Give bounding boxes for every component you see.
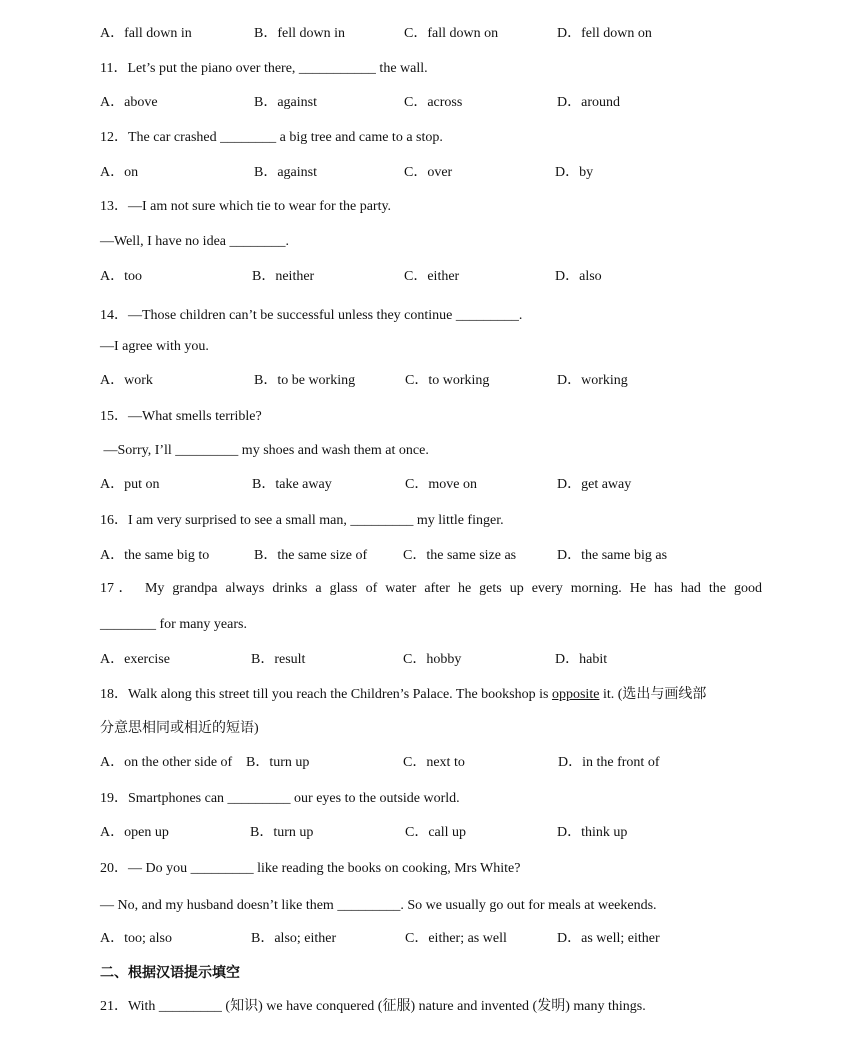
q14-option-b: B．to be working (254, 373, 356, 388)
q12-option-c: C．over (404, 165, 453, 180)
q14-option-c: C．to working (405, 373, 490, 388)
q19-option-b: B．turn up (250, 825, 314, 840)
q21-stem: 21．With _________ (知识) we have conquered (征服) nature and invented (发明) many things. (100, 999, 646, 1014)
q12-option-a: A．on (100, 165, 139, 180)
q16-option-b: B．the same size of (254, 548, 368, 563)
q19-option-a: A．open up (100, 825, 169, 840)
q18-option-d: D．in the front of (558, 755, 660, 770)
q14-option-d: D．working (557, 373, 628, 388)
q12-stem: 12．The car crashed ________ a big tree and came to a stop. (100, 130, 443, 145)
q16-stem: 16．I am very surprised to see a small man, _________ my little finger. (100, 513, 504, 528)
q17-stem-continued: ________ for many years. (100, 617, 247, 632)
q13-option-c: C．either (404, 269, 460, 284)
q18-option-b: B．turn up (246, 755, 310, 770)
q20-option-a: A．too; also (100, 931, 172, 946)
q16-option-c: C．the same size as (403, 548, 517, 563)
q12-option-d: D．by (555, 165, 594, 180)
q15-stem: 15．—What smells terrible? (100, 409, 262, 424)
q17-option-c: C．hobby (403, 652, 462, 667)
q17-stem: 17． My grandpa always drinks a glass of water after he gets up every morning. He has had the good (100, 581, 762, 596)
q17-option-b: B．result (251, 652, 306, 667)
q20-reply: — No, and my husband doesn’t like them _________. So we usually go out for meals at weekends. (100, 898, 657, 913)
q15-option-c: C．move on (405, 477, 477, 492)
q13-option-a: A．too (100, 269, 142, 284)
q12-option-b: B．against (254, 165, 317, 180)
q11-option-c: C．across (404, 95, 463, 110)
q18-stem (100, 686, 706, 704)
q13-option-b: B．neither (252, 269, 315, 284)
q19-option-c: C．call up (405, 825, 467, 840)
q11-option-b: B．against (254, 95, 317, 110)
q19-stem: 19．Smartphones can _________ our eyes to the outside world. (100, 791, 460, 806)
q18-stem-pre: 18．Walk along this street till you reach the Children’s Palace. The bookshop is (100, 687, 552, 702)
q20-option-d: D．as well; either (557, 931, 660, 946)
q20-option-c: C．either; as well (405, 931, 507, 946)
q16-option-d: D．the same big as (557, 548, 668, 563)
q15-option-d: D．get away (557, 477, 632, 492)
q20-option-b: B．also; either (251, 931, 337, 946)
q16-option-a: A．the same big to (100, 548, 210, 563)
q18-option-c: C．next to (403, 755, 465, 770)
q15-option-b: B．take away (252, 477, 332, 492)
q13-option-d: D．also (555, 269, 602, 284)
q11-option-a: A．above (100, 95, 158, 110)
q14-option-a: A．work (100, 373, 153, 388)
q18-stem-post: it. (选出与画线部 (599, 687, 707, 702)
q18-underlined-word: opposite (551, 687, 600, 702)
q18-option-a: A．on the other side of (100, 755, 233, 770)
q14-stem: 14．—Those children can’t be successful unless they continue _________. (100, 308, 523, 323)
q13-reply: —Well, I have no idea ________. (100, 234, 289, 249)
q19-option-d: D．think up (557, 825, 628, 840)
section-heading: 二、根据汉语提示填空 (100, 965, 240, 981)
q10-option-d: D．fell down on (557, 26, 652, 41)
q11-stem: 11．Let’s put the piano over there, ___________ the wall. (100, 61, 428, 76)
q20-stem: 20．— Do you _________ like reading the books on cooking, Mrs White? (100, 861, 521, 876)
q15-reply: —Sorry, I’ll _________ my shoes and wash them at once. (100, 443, 429, 458)
q14-reply: —I agree with you. (100, 339, 209, 354)
q15-option-a: A．put on (100, 477, 160, 492)
q17-option-a: A．exercise (100, 652, 170, 667)
q10-option-a: A．fall down in (100, 26, 192, 41)
q18-stem-continued: 分意思相同或相近的短语) (100, 721, 259, 736)
q17-option-d: D．habit (555, 652, 608, 667)
q10-option-b: B．fell down in (254, 26, 345, 41)
q10-option-c: C．fall down on (404, 26, 499, 41)
q13-stem: 13．—I am not sure which tie to wear for the party. (100, 199, 392, 214)
q11-option-d: D．around (557, 95, 620, 110)
